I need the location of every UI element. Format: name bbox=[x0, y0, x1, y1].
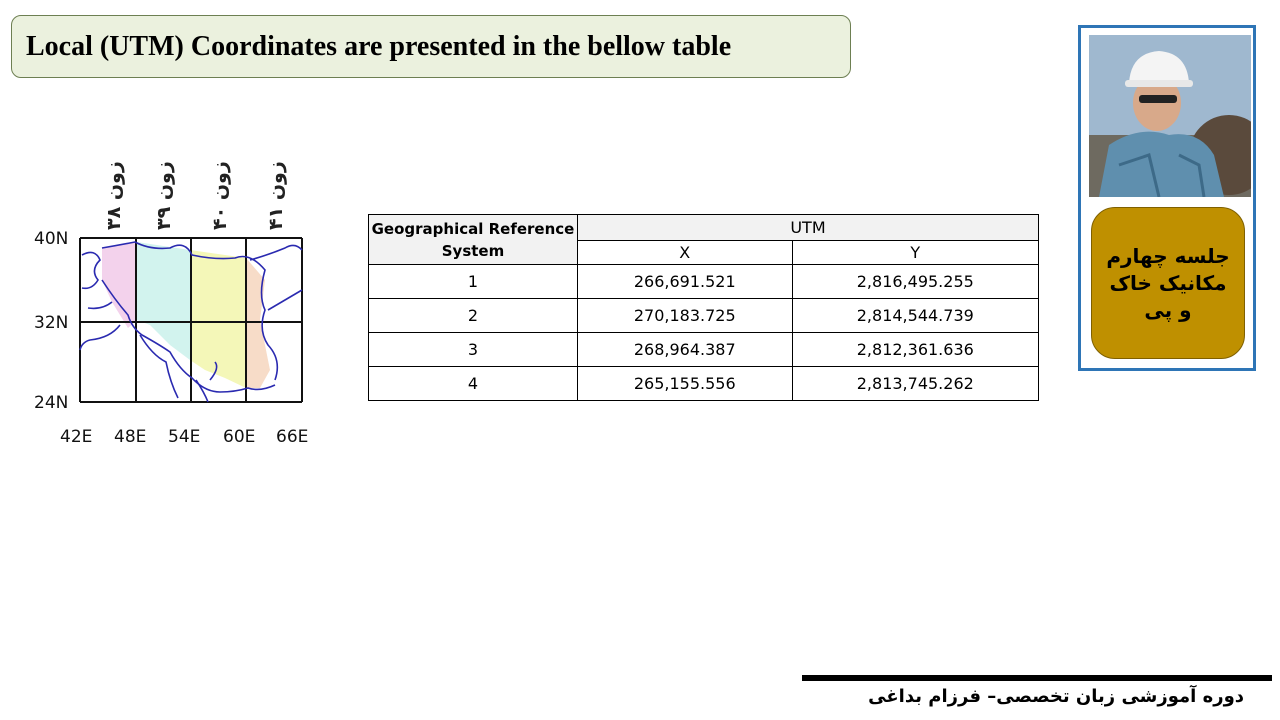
header-y: Y bbox=[792, 241, 1038, 265]
instructor-photo-graphic bbox=[1089, 35, 1251, 197]
row-id: 3 bbox=[369, 333, 578, 367]
row-id: 1 bbox=[369, 265, 578, 299]
zone-label-38: زون ۳۸ bbox=[103, 161, 125, 230]
lon-label-54e: 54E bbox=[168, 427, 201, 447]
slide-title: Local (UTM) Coordinates are presented in the bellow table bbox=[26, 30, 732, 62]
zone-40-fill bbox=[190, 250, 246, 388]
lat-label-40n: 40N bbox=[34, 229, 69, 249]
instructor-photo bbox=[1089, 35, 1251, 197]
zone-label-41: زون ۴۱ bbox=[265, 161, 287, 230]
header-x: X bbox=[578, 241, 793, 265]
zone-38-fill bbox=[102, 242, 137, 328]
row-x: 266,691.521 bbox=[578, 265, 793, 299]
instructor-panel bbox=[1078, 25, 1256, 371]
header-utm: UTM bbox=[578, 215, 1039, 241]
table-row bbox=[369, 367, 1039, 401]
header-geographical-reference: Geographical Reference System bbox=[369, 215, 578, 265]
lon-label-48e: 48E bbox=[114, 427, 147, 447]
session-title: جلسه چهارم مکانیک خاک و پی bbox=[1106, 243, 1230, 322]
footer-course-credit: دوره آموزشی زبان تخصصی– فرزام بداغی bbox=[868, 686, 1244, 707]
table-row bbox=[369, 299, 1039, 333]
coordinates-table bbox=[368, 214, 1039, 401]
utm-zone-map-graphic bbox=[20, 130, 340, 460]
footer-divider bbox=[802, 675, 1272, 681]
session-box bbox=[1091, 207, 1245, 359]
lon-label-60e: 60E bbox=[223, 427, 256, 447]
zone-label-39: زون ۳۹ bbox=[153, 161, 175, 230]
title-box bbox=[11, 15, 851, 78]
table-row bbox=[369, 265, 1039, 299]
zone-label-40: زون ۴۰ bbox=[209, 161, 231, 230]
row-x: 265,155.556 bbox=[578, 367, 793, 401]
lat-label-24n: 24N bbox=[34, 393, 69, 413]
row-id: 2 bbox=[369, 299, 578, 333]
utm-zone-map bbox=[20, 130, 340, 460]
row-id: 4 bbox=[369, 367, 578, 401]
row-y: 2,814,544.739 bbox=[792, 299, 1038, 333]
row-y: 2,812,361.636 bbox=[792, 333, 1038, 367]
lon-label-42e: 42E bbox=[60, 427, 93, 447]
row-y: 2,813,745.262 bbox=[792, 367, 1038, 401]
row-y: 2,816,495.255 bbox=[792, 265, 1038, 299]
table-row bbox=[369, 333, 1039, 367]
lon-label-66e: 66E bbox=[276, 427, 309, 447]
lat-label-32n: 32N bbox=[34, 313, 69, 333]
row-x: 268,964.387 bbox=[578, 333, 793, 367]
row-x: 270,183.725 bbox=[578, 299, 793, 333]
